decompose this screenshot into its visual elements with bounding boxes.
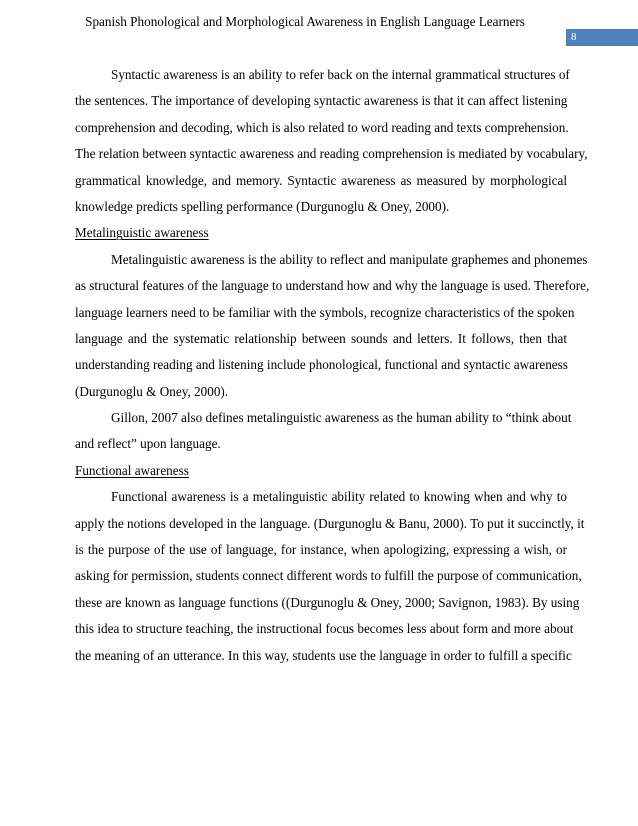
paragraph-line: Gillon, 2007 also defines metalinguistic awareness as the human ability to “think about bbox=[111, 410, 572, 426]
paragraph-line: is the purpose of the use of language, for instance, when apologizing, expressing a wish, or bbox=[75, 542, 567, 558]
paragraph-line: and reflect” upon language. bbox=[75, 436, 221, 452]
paragraph-line: The relation between syntactic awareness and reading comprehension is mediated by vocabulary, bbox=[75, 146, 588, 162]
body-text bbox=[75, 62, 590, 669]
paragraph-line: understanding reading and listening include phonological, functional and syntactic awareness bbox=[75, 357, 568, 373]
paragraph-line: these are known as language functions ((Durgunoglu & Oney, 2000; Savignon, 1983). By using bbox=[75, 594, 580, 610]
paragraph-line: comprehension and decoding, which is also related to word reading and texts comprehension. bbox=[75, 119, 569, 135]
page-number-badge: 8 bbox=[566, 29, 638, 46]
section-heading-functional-awareness: Functional awareness bbox=[75, 462, 189, 478]
paragraph-line: Syntactic awareness is an ability to refer back on the internal grammatical structures of bbox=[111, 67, 570, 82]
paragraph-line: language and the systematic relationship between sounds and letters. It follows, then that bbox=[75, 330, 567, 346]
paragraph-line: this idea to structure teaching, the instructional focus becomes less about form and more about bbox=[75, 621, 574, 637]
paragraph-line: (Durgunoglu & Oney, 2000). bbox=[75, 383, 229, 399]
paragraph-line: the meaning of an utterance. In this way, students use the language in order to fulfill a specific bbox=[75, 647, 572, 663]
paragraph-line: Metalinguistic awareness is the ability to reflect and manipulate graphemes and phonemes bbox=[111, 251, 588, 267]
paragraph-line: language learners need to be familiar with the symbols, recognize characteristics of the spoken bbox=[75, 304, 575, 320]
paragraph-line: as structural features of the language to understand how and why the language is used. Therefore, bbox=[75, 278, 590, 294]
running-head bbox=[0, 14, 638, 30]
paragraph-line: asking for permission, students connect different words to fulfill the purpose of communication, bbox=[75, 568, 582, 584]
paragraph-line: knowledge predicts spelling performance (Durgunoglu & Oney, 2000). bbox=[75, 198, 450, 214]
paragraph-line: grammatical knowledge, and memory. Syntactic awareness as measured by morphological bbox=[75, 172, 567, 188]
running-head-title: Spanish Phonological and Morphological Awareness in English Language Learners bbox=[85, 14, 525, 29]
paragraph-line: Functional awareness is a metalinguistic ability related to knowing when and why to bbox=[111, 489, 567, 505]
paragraph-line: apply the notions developed in the language. (Durgunoglu & Banu, 2000). To put it succinctly, it bbox=[75, 515, 585, 531]
paragraph-line: the sentences. The importance of developing syntactic awareness is that it can affect listening bbox=[75, 93, 568, 109]
section-heading-metalinguistic-awareness: Metalinguistic awareness bbox=[75, 225, 209, 241]
